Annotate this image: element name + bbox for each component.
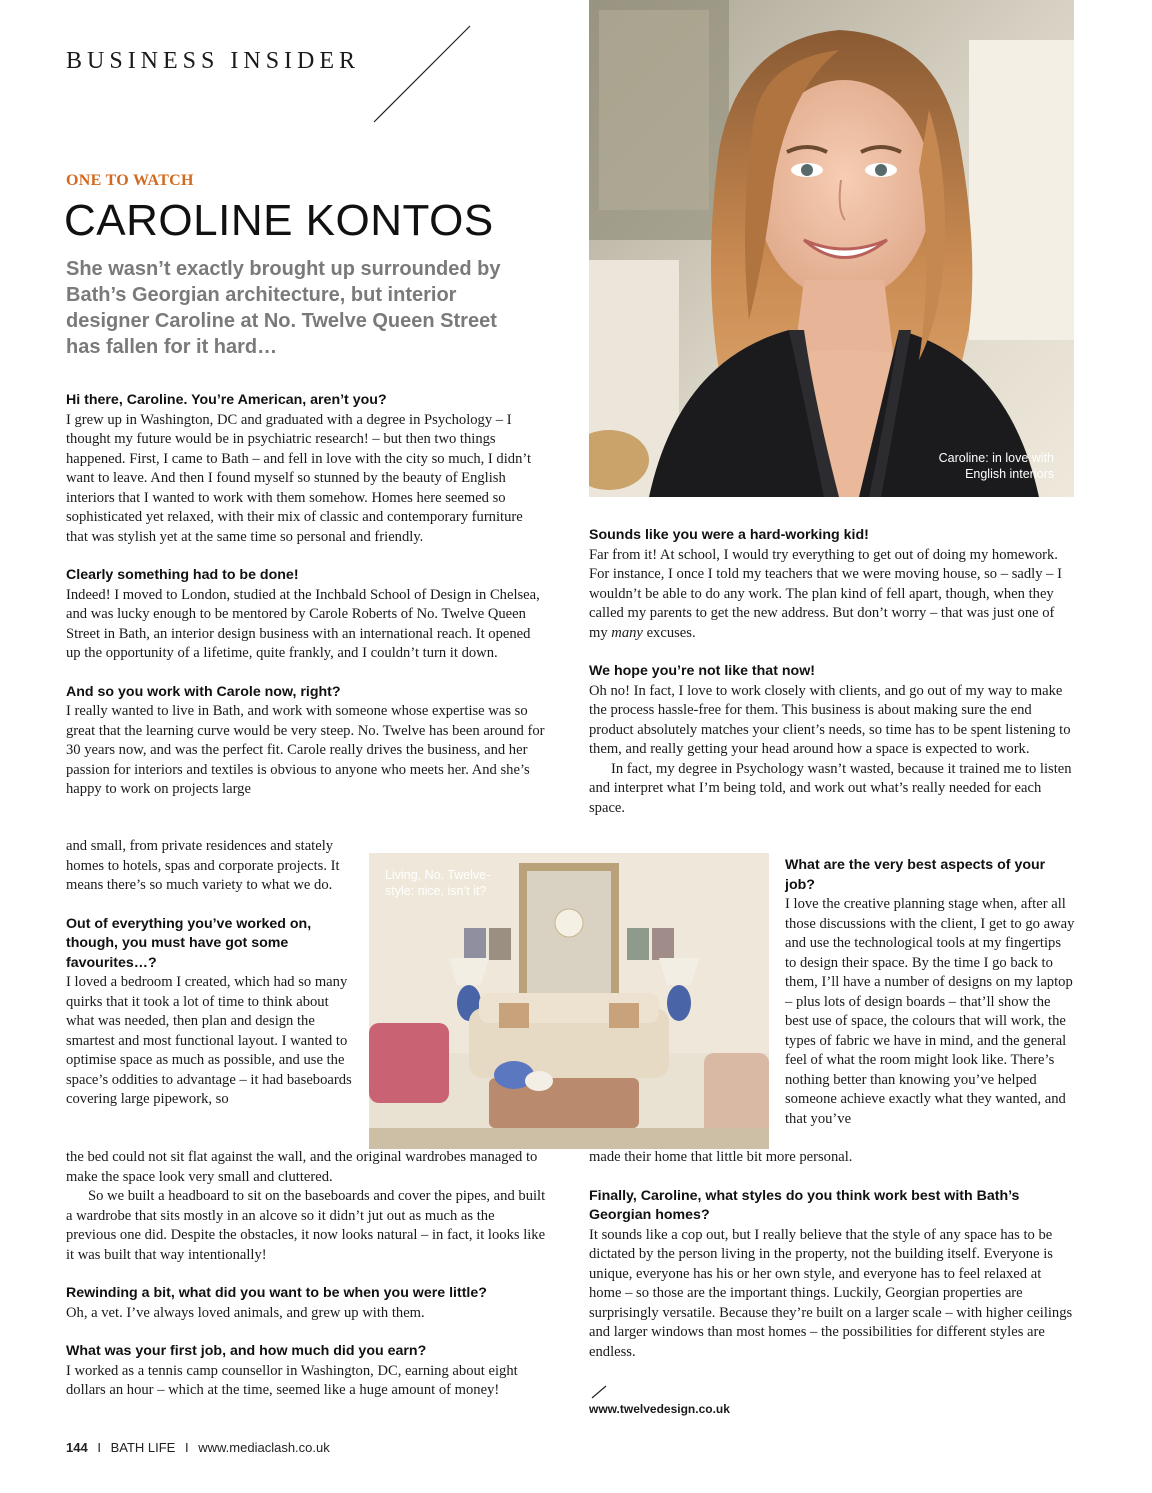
url-slash-icon [589, 1384, 609, 1400]
section-kicker: ONE TO WATCH [66, 172, 194, 189]
footer-separator: I [97, 1440, 101, 1455]
question-favourites: Out of everything you’ve worked on, though, you must have got some favourites…? [66, 915, 312, 971]
answer-when-little: Oh, a vet. I’ve always loved animals, and grew up with them. [66, 1304, 425, 1321]
question-when-little: Rewinding a bit, what did you want to be when you were little? [66, 1285, 487, 1301]
answer-hard-working-em: many [611, 624, 643, 641]
portrait-caption-line1: Caroline: in love with [938, 451, 1054, 465]
column-b-top [589, 526, 1074, 818]
answer-favourites-wide: the bed could not sit flat against the wall, and the original wardrobes managed to make the space look very small and cluttered. [66, 1149, 538, 1185]
answer-hard-working-pre: Far from it! At school, I would try everything to get out of doing my homework. For instance, I once I told my teachers that we were moving house, so – sadly – I wouldn’t be able to do any work. The plan kind of fell apart, though, when they called my parents to get the new address. But don’t worry – that was just one of my [589, 546, 1062, 641]
page-title: CAROLINE KONTOS [64, 196, 494, 245]
answer-something-done: Indeed! I moved to London, studied at the Inchbald School of Design in Chelsea, and was lucky enough to be mentored by Carole Roberts of No. Twelve Queen Street in Bath, an interior design business with an international reach. It opened up the opportunity of a lifetime, quite frankly, and I couldn’t turn it down. [66, 586, 540, 661]
portrait-photo [589, 0, 1074, 497]
masthead-slash-decoration [370, 24, 474, 126]
standfirst: She wasn’t exactly brought up surrounded by Bath’s Georgian architecture, but interior designer Caroline at No. Twelve Queen Street has fallen for it hard… [66, 258, 501, 358]
room-caption-line1: Living, No. Twelve- [385, 868, 491, 882]
question-first-job: What was your first job, and how much did you earn? [66, 1343, 427, 1359]
portrait-caption-line2: English interiors [965, 467, 1054, 481]
answer-not-like-that-para2: In fact, my degree in Psychology wasn’t wasted, because it trained me to listen and interpret what I’m being told, and work out what’s really needed for each space. [589, 760, 1072, 816]
answer-best-aspects-narrow: I love the creative planning stage when, after all those discussions with the client, I get to go away and use the technological tools at my fingertips to design their space. By the time I go back to them, I’ll have a number of designs on my laptop – plus lots of design boards – that’ll show the best use of space, the colours that will work, the types of fabric we have in mind, and the general feel of what the room might look like. There’s nothing better than knowing you’ve helped someone achieve exactly what they wanted, and that you’ve [785, 896, 1075, 1127]
question-best-aspects: What are the very best aspects of your job? [785, 857, 1046, 893]
magazine-name: BATH LIFE [110, 1440, 176, 1455]
answer-georgian-styles: It sounds like a cop out, but I really believe that the style of any space has to be dictated by the person living in the property, not the building itself. Everyone is unique, everyone has his or her own style, and everyone has to feel relaxed at home – so those are the important things. Luckily, Georgian properties are surprisingly versatile. Because they’re built on a larger scale – with higher ceilings and larger windows than most homes – the possibilities for different styles are endless. [589, 1226, 1073, 1360]
answer-work-with-carole-top: I really wanted to live in Bath, and work with someone whose expertise was so great that the learning curve would be very steep. No. Twelve has been around for 30 years now, and was the perfect fit. Carole really drives the business, and her passion for interiors and textiles is obvious to anyone who meets her. And she’s happy to work on projects large [66, 703, 545, 797]
answer-american: I grew up in Washington, DC and graduated with a degree in Psychology – I thought my future would be in psychiatric research! – but then two things happened. First, I came to Bath – and fell in love with the city so much, I didn’t want to leave. And then I found myself so stunned by the beauty of English interiors that I wanted to work with them somehow. Homes here seemed so sophisticated yet relaxed, with their mix of classic and contemporary furniture that was stylish yet at the same time so personal and friendly. [66, 411, 532, 545]
column-a-top [66, 391, 548, 800]
answer-hard-working [589, 546, 1074, 644]
column-b-bottom [589, 1148, 1074, 1362]
question-something-done: Clearly something had to be done! [66, 567, 299, 583]
answer-favourites-para2: So we built a headboard to sit on the baseboards and cover the pipes, and built a wardrobe that sits mostly in an alcove so it didn’t jut out as much as the previous one did. Despite the obstacles, it now looks natural – in fact, it looks like it was built that way intentionally! [66, 1188, 546, 1263]
column-a-bottom [66, 1148, 548, 1401]
footer-separator: I [184, 1440, 189, 1455]
portrait-illustration [589, 0, 1074, 497]
question-not-like-that: We hope you’re not like that now! [589, 663, 815, 679]
page-number: 144 [66, 1440, 88, 1455]
answer-favourites-narrow: I loved a bedroom I created, which had so many quirks that it took a lot of time to think about what was needed, then plan and design the smartest and most functional layout. I wanted to optimise space as much as possible, and use the space’s oddities to advantage – it had baseboards covering large pipework, so [66, 974, 352, 1107]
website-link[interactable]: www.twelvedesign.co.uk [589, 1402, 730, 1416]
question-hard-working: Sounds like you were a hard-working kid! [589, 527, 869, 543]
question-american: Hi there, Caroline. You’re American, aren’t you? [66, 392, 387, 408]
footer-website[interactable]: www.mediaclash.co.uk [198, 1440, 330, 1455]
page-footer [66, 1440, 330, 1455]
answer-first-job: I worked as a tennis camp counsellor in Washington, DC, earning about eight dollars an hour – which at the time, seemed like a huge amount of money! [66, 1362, 518, 1398]
room-caption-line2: style: nice, isn’t it? [385, 884, 487, 898]
room-caption [385, 867, 490, 899]
answer-hard-working-post: excuses. [642, 624, 696, 641]
portrait-caption [939, 450, 1054, 482]
answer-not-like-that: Oh no! In fact, I love to work closely with clients, and go out of my way to make the process hassle-free for them. This business is about making sure the end product absolutely matches your client’s needs, so time has to be spent listening to them, and really getting your head around how a space is expected to work. [589, 682, 1071, 757]
question-work-with-carole: And so you work with Carole now, right? [66, 683, 341, 700]
column-b-narrow [785, 856, 1075, 1129]
column-a-narrow [66, 837, 356, 1110]
living-room-photo [369, 853, 769, 1149]
question-georgian-styles: Finally, Caroline, what styles do you think work best with Bath’s Georgian homes? [589, 1187, 1020, 1223]
answer-best-aspects-wide: made their home that little bit more personal. [589, 1149, 853, 1165]
masthead: BUSINESS INSIDER [66, 48, 361, 74]
answer-work-with-carole-bottom: and small, from private residences and stately homes to hotels, spas and corporate projects. It means there’s so much variety to what we do. [66, 838, 340, 893]
